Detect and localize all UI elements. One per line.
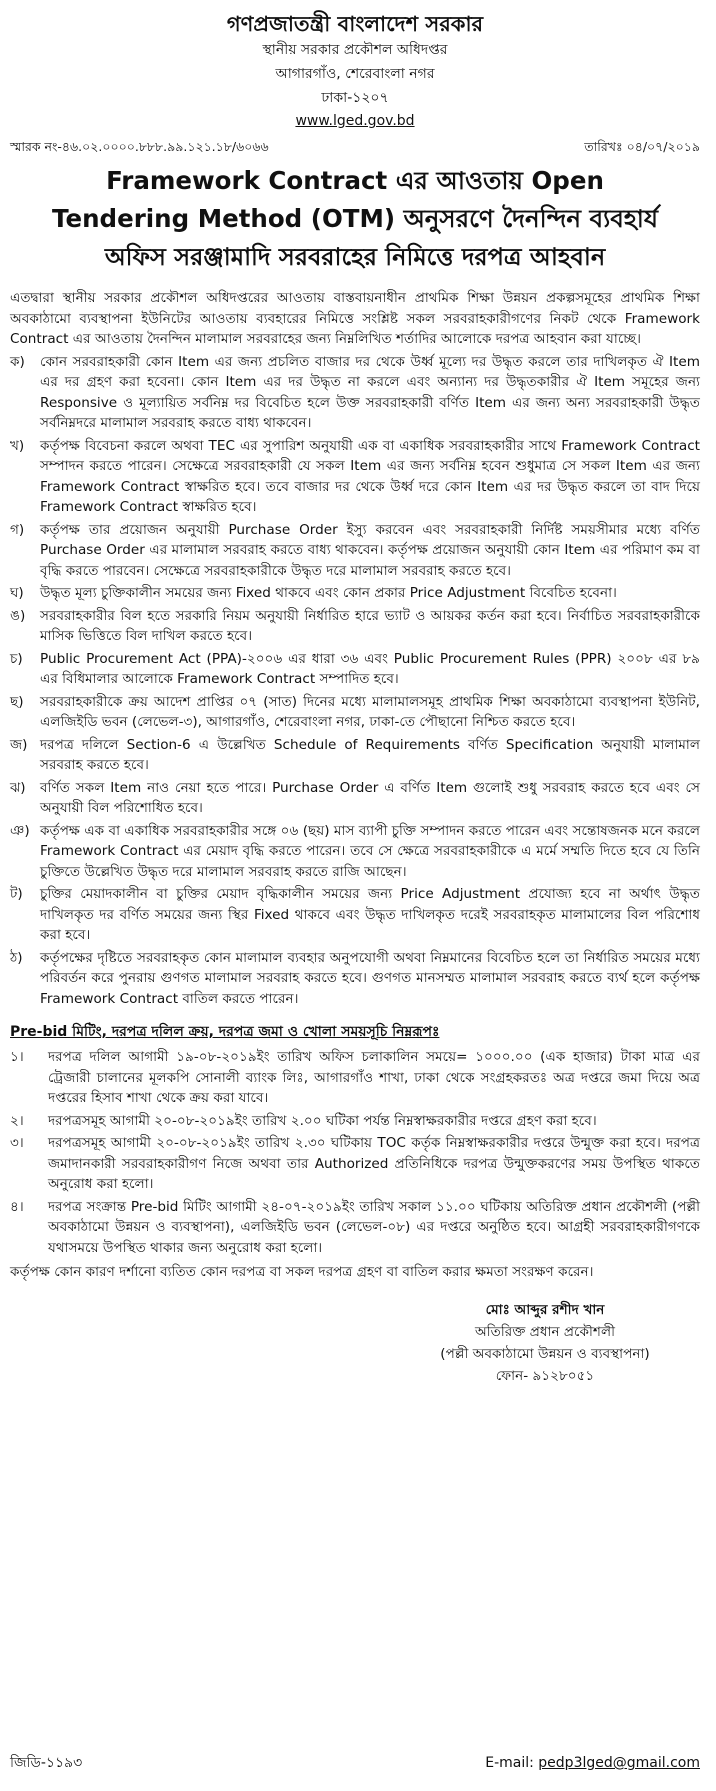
condition-item bbox=[10, 436, 700, 518]
condition-marker: ক) bbox=[10, 353, 25, 370]
condition-item bbox=[10, 821, 700, 883]
notice-title bbox=[10, 162, 700, 276]
signature-block bbox=[400, 1299, 690, 1387]
condition-marker: চ) bbox=[10, 650, 23, 667]
condition-text: কোন সরবরাহকারী কোন Item এর জন্য প্রচলিত বাজার দর থেকে উর্ধ্ব মূল্যে দর উদ্ধৃত করলে তার দাখিলকৃত ঐ Item এর দর গ্রহণ করা হবেনা। কোন Item এর দর উদ্ধৃত না করলে এবং অন্যান্য দর উদ্ধৃতকারীর ঐ Item সমূহের জন্য Responsive ও মূল্যায়িত সর্বনিম্ন দর বিবেচিত হলে উক্ত সরবরাহকারী বর্ণিত Item এর জন্য অন্য সরবরাহকারী উদ্ধৃত সর্বনিম্নদরে মালামাল সরবরাহ করতে বাধ্য থাকবেন। bbox=[40, 353, 700, 431]
schedule-text: দরপত্রসমূহ আগামী ২০-০৮-২০১৯ইং তারিখ ২.০০ ঘটিকা পর্যন্ত নিম্নস্বাক্ষরকারীর দপ্তরে গ্রহণ করা হবে। bbox=[48, 1112, 597, 1129]
signatory-phone: ফোন- ৯১২৮০৫১ bbox=[495, 1367, 595, 1384]
schedule-item bbox=[10, 1111, 700, 1132]
condition-marker: খ) bbox=[10, 437, 25, 454]
intro-paragraph: এতদ্বারা স্থানীয় সরকার প্রকৌশল অধিদপ্তরের আওতায় বাস্তবায়নাধীন প্রাথমিক শিক্ষা উন্নয়ন প্রকল্পসমূহের প্রাথমিক শিক্ষা অবকাঠামো ব্যবস্থাপনা ইউনিটের আওতায় ব্যবহারের নিমিত্তে সংশ্লিষ্ট সকল সরবরাহকারীগণের নিকট থেকে Framework Contract এর আওতায় দৈনন্দিন মালামাল সরবরাহের জন্য নিম্নলিখিত শর্তাদির আলোকে দরপত্র আহবান করা যাচ্ছে। bbox=[10, 290, 700, 347]
condition-marker: ট) bbox=[10, 886, 23, 902]
email-link[interactable]: pedp3lged@gmail.com bbox=[538, 1755, 700, 1771]
condition-item bbox=[10, 583, 700, 604]
condition-text: দরপত্র দলিলে Section-6 এ উল্লেখিত Schedule of Requirements বর্ণিত Specification অনুযায়ী মালামাল সরবরাহ করতে হবে। bbox=[40, 736, 700, 773]
office-city: ঢাকা-১২০৭ bbox=[321, 90, 389, 106]
schedule-text: দরপত্র সংক্রান্ত Pre-bid মিটিং আগামী ২৪-০৭-২০১৯ইং তারিখ সকাল ১১.০০ ঘটিকায় অতিরিক্ত প্রধান প্রকৌশলী (পল্লী অবকাঠামো উন্নয়ন ও ব্যবস্থাপনা), এলজিইডি ভবন (লেভেল-০৮) এর দপ্তরে অনুষ্ঠিত হবে। আগ্রহী সরবরাহকারীগণকে যথাসময়ে উপস্থিত থাকার জন্য অনুরোধ করা হলো। bbox=[48, 1198, 700, 1256]
condition-marker: ঙ) bbox=[10, 607, 26, 624]
condition-text: কর্তৃপক্ষ বিবেচনা করলে অথবা TEC এর সুপারিশ অনুযায়ী এক বা একাধিক সরবরাহকারীর সাথে Framework Contract সম্পাদন করতে পারেন। সেক্ষেত্রে সরবরাহকারী যে সকল Item এর জন্য সর্বনিম্ন হবেন শুধুমাত্র সে সকল Item এর জন্য Framework Contract স্বাক্ষরিত হবে। তবে বাজার দর থেকে উর্ধ্ব দরে কোন Item এর দর উদ্ধৃত করলে তা বাদ দিয়ে Framework Contract স্বাক্ষরিত হবে। bbox=[40, 437, 700, 515]
schedule-marker: ১। bbox=[10, 1049, 24, 1065]
schedule-text: দরপত্র দলিল আগামী ১৯-০৮-২০১৯ইং তারিখ অফিস চলাকালিন সময়ে= ১০০০.০০ (এক হাজার) টাকা মাত্র এর ট্রেজারী চালানের মূলকপি সোনালী ব্যাংক লিঃ, আগারগাঁও শাখা, ঢাকা থেকে সংগ্রহকরতঃ অত্র দপ্তরে জমা দিয়ে অত্র দপ্তরের হিসাব শাখা থেকে ক্রয় করা যাবে। bbox=[48, 1049, 700, 1106]
title-line-1: Framework Contract এর আওতায় Open bbox=[106, 166, 604, 195]
schedule-marker: ৩। bbox=[10, 1135, 24, 1151]
condition-marker: ছ) bbox=[10, 693, 24, 710]
condition-text: কর্তৃপক্ষ এক বা একাধিক সরবরাহকারীর সঙ্গে ০৬ (ছয়) মাস ব্যাপী চুক্তি সম্পাদন করতে পারেন এবং সন্তোষজনক মনে করলে Framework Contract এর মেয়াদ বৃদ্ধি করতে পারেন। তবে সে ক্ষেত্রে সরবরাহকারীকে এ মর্মে সম্মতি দিতে হবে যে তিনি চুক্তিতে উল্লেখিত উদ্ধৃত দরে মালামাল সরবরাহ করতে রাজি আছেন। bbox=[40, 822, 700, 880]
condition-text: Public Procurement Act (PPA)-২০০৬ এর ধারা ৩৬ এবং Public Procurement Rules (PPR) ২০০৮ এর ৮৯ এর বিধিমালার আলোকে Framework Contract সম্পাদিত হবে। bbox=[40, 650, 700, 687]
condition-item bbox=[10, 778, 700, 819]
condition-text: সরবরাহকারীকে ক্রয় আদেশ প্রাপ্তির ০৭ (সাত) দিনের মধ্যে মালামালসমূহ প্রাথমিক শিক্ষা অবকাঠামো ব্যবস্থাপনা ইউনিট, এলজিইডি ভবন (লেভেল-৩), আগারগাঁও, শেরেবাংলা নগর, ঢাকা-তে পৌছানো নিশ্চিত করতে হবে। bbox=[40, 693, 700, 730]
condition-marker: ঠ) bbox=[10, 949, 23, 966]
closing-paragraph: কর্তৃপক্ষ কোন কারণ দর্শানো ব্যতিত কোন দরপত্র বা সকল দরপত্র গ্রহণ বা বাতিল করার ক্ষমতা সংরক্ষণ করেন। bbox=[10, 1264, 594, 1280]
condition-text: কর্তৃপক্ষের দৃষ্টিতে সরবরাহকৃত কোন মালামাল ব্যবহার অনুপযোগী অথবা নিম্নমানের বিবেচিত হলে তা নির্ধারিত সময়ের মধ্যে পরিবর্তন করে পুনরায় গুণগত মালামাল সরবরাহ করতে হবে। গুণগত মানসম্মত মালামাল সরবরাহ করতে ব্যর্থ হলে কর্তৃপক্ষ Framework Contract বাতিল করতে পারেন। bbox=[40, 949, 700, 1007]
letterhead bbox=[10, 10, 700, 132]
signatory-designation: অতিরিক্ত প্রধান প্রকৌশলী bbox=[475, 1323, 615, 1340]
schedule-text: দরপত্রসমূহ আগামী ২০-০৮-২০১৯ইং তারিখ ২.৩০ ঘটিকায় TOC কর্তৃক নিম্নস্বাক্ষরকারীর দপ্তরে উন্মুক্ত করা হবে। দরপত্র জমাদানকারী সরবরাহকারীগণ নিজে অথবা তার Authorized প্রতিনিধিকে দরপত্র উন্মুক্তকরণের সময় উপস্থিত থাকতে অনুরোধ করা হলো। bbox=[48, 1135, 700, 1192]
schedule-item bbox=[10, 1133, 700, 1195]
schedule-marker: ২। bbox=[10, 1112, 24, 1129]
schedule-item bbox=[10, 1197, 700, 1259]
condition-marker: ঘ) bbox=[10, 585, 24, 601]
condition-marker: ঞ) bbox=[10, 822, 30, 839]
conditions-list bbox=[10, 352, 700, 1010]
condition-text: বর্ণিত সকল Item নাও নেয়া হতে পারে। Purchase Order এ বর্ণিত Item গুলোই শুধু সরবরাহ করতে হবে এবং সে অনুযায়ী বিল পরিশোধিত হবে। bbox=[40, 779, 700, 816]
condition-text: সরবরাহকারীর বিল হতে সরকারি নিয়ম অনুযায়ী নির্ধারিত হারে ভ্যাট ও আয়কর কর্তন করা হবে। নির্বাচিত সরবরাহকারীকে মাসিক ভিত্তিতে বিল দাখিল করতে হবে। bbox=[40, 607, 700, 644]
condition-item bbox=[10, 692, 700, 733]
condition-marker: জ) bbox=[10, 736, 28, 753]
memo-reference: স্মারক নং-৪৬.০২.০০০০.৮৮৮.৯৯.১২১.১৮/৬০৬৬ bbox=[10, 139, 269, 154]
title-line-2: Tendering Method (OTM) অনুসরণে দৈনন্দিন ব্যবহার্য bbox=[52, 204, 658, 233]
condition-text: উদ্ধৃত মূল্য চুক্তিকালীন সময়ের জন্য Fixed থাকবে এবং কোন প্রকার Price Adjustment বিবেচিত হবেনা। bbox=[40, 585, 617, 601]
signatory-name: মোঃ আব্দুর রশীদ খান bbox=[485, 1301, 605, 1318]
condition-item bbox=[10, 884, 700, 946]
condition-text: চুক্তির মেয়াদকালীন বা চুক্তির মেয়াদ বৃদ্ধিকালীন সময়ের জন্য Price Adjustment প্রযোজ্য হবে না অর্থাৎ উদ্ধৃত দাখিলকৃত দর বর্ণিত সময়ের জন্য স্থির Fixed থাকবে এবং উদ্ধৃত দাখিলকৃত দরেই সরবরাহকৃত মালামালের বিল পরিশোধ করা হবে। bbox=[40, 886, 700, 943]
department-name: স্থানীয় সরকার প্রকৌশল অধিদপ্তর bbox=[262, 42, 448, 58]
condition-item bbox=[10, 606, 700, 647]
condition-item bbox=[10, 735, 700, 776]
government-name: গণপ্রজাতন্ত্রী বাংলাদেশ সরকার bbox=[226, 12, 484, 36]
office-address: আগারগাঁও, শেরেবাংলা নগর bbox=[275, 66, 435, 82]
website-link[interactable]: www.lged.gov.bd bbox=[295, 113, 415, 129]
schedule-list bbox=[10, 1047, 700, 1258]
condition-item bbox=[10, 948, 700, 1010]
condition-text: কর্তৃপক্ষ তার প্রয়োজন অনুযায়ী Purchase Order ইস্যু করবেন এবং সরবরাহকারী নির্দিষ্ট সময়সীমার মধ্যে বর্ণিত Purchase Order এর মালামাল সরবরাহ করতে বাধ্য থাকবেন। কর্তৃপক্ষ প্রয়োজন অনুযায়ী কোন Item এর পরিমাণ কম বা বৃদ্ধি করতে পারবেন। সেক্ষেত্রে সরবরাহকারীকে উদ্ধৃত দরে মালামাল সরবরাহ করতে হবে। bbox=[40, 521, 700, 579]
email-line bbox=[485, 1752, 700, 1774]
title-line-3: অফিস সরঞ্জামাদি সরবরাহের নিমিত্তে দরপত্র আহবান bbox=[104, 243, 606, 271]
schedule-marker: ৪। bbox=[10, 1198, 24, 1215]
footer-row bbox=[10, 1752, 700, 1774]
condition-item bbox=[10, 520, 700, 582]
gd-code: জিডি-১১৯৩ bbox=[10, 1755, 83, 1771]
condition-marker: ঝ) bbox=[10, 779, 26, 796]
email-label: E-mail: bbox=[485, 1755, 534, 1771]
condition-item bbox=[10, 649, 700, 690]
condition-item bbox=[10, 352, 700, 434]
condition-marker: গ) bbox=[10, 521, 25, 538]
schedule-heading: Pre-bid মিটিং, দরপত্র দলিল ক্রয়, দরপত্র জমা ও খোলা সময়সূচি নিম্নরূপঃ bbox=[10, 1024, 440, 1040]
schedule-item bbox=[10, 1047, 700, 1109]
memo-date: তারিখঃ ০৪/০৭/২০১৯ bbox=[584, 139, 700, 154]
memo-row bbox=[10, 136, 700, 158]
signatory-wing: (পল্লী অবকাঠামো উন্নয়ন ও ব্যবস্থাপনা) bbox=[440, 1345, 650, 1362]
